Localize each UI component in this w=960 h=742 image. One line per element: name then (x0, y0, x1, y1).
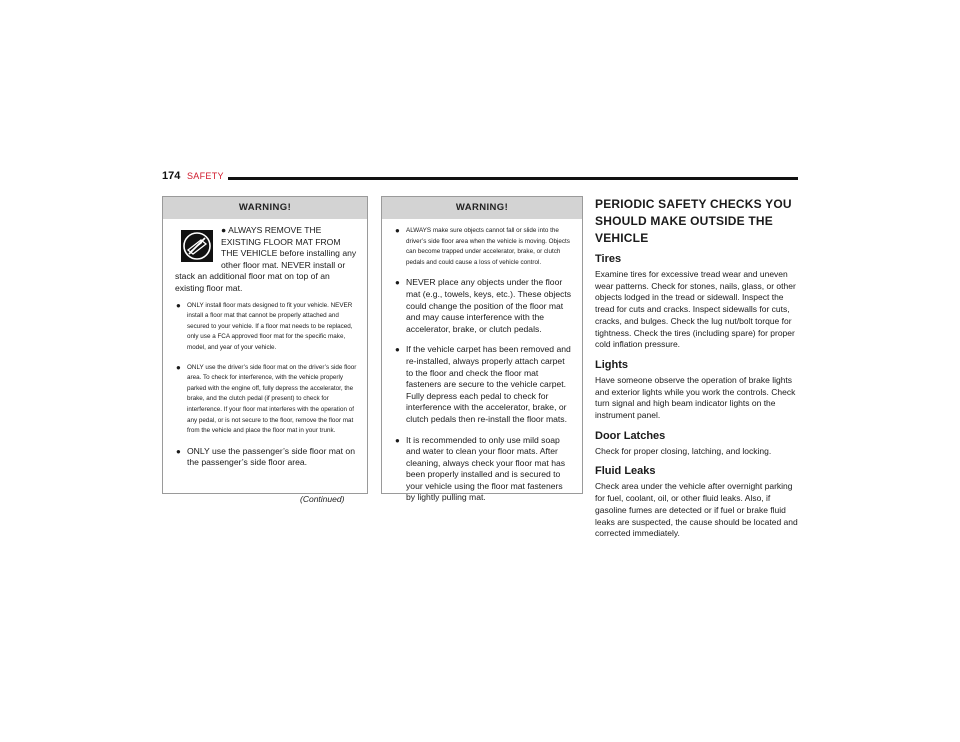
section-title: SAFETY (187, 171, 224, 181)
bullet-dot: ● (395, 345, 400, 355)
warning-title: WARNING! (382, 197, 582, 219)
warning-lead-text: ALWAYS REMOVE THE EXISTING FLOOR MAT FROM THE VEHICLE before installing any other floor mat. NEVER install or stack an additional floor mat on top of an existing floor mat. (175, 225, 357, 293)
continued-note: (Continued) (300, 494, 345, 504)
warning-title: WARNING! (163, 197, 367, 219)
bullet-dot: ● (395, 435, 400, 445)
bullet-dot: ● (176, 300, 181, 310)
header-rule (228, 177, 798, 180)
check-section-body: Examine tires for excessive tread wear and uneven wear patterns. Check for stones, nails, glass, or other objects lodged in the tread or sidewall. Inspect the tread for cuts and cracks. Inspect sidewalls for cuts, cracks, and bulges. Check the lug nut/bolt torque for tightness. Check the tires (including spare) for proper cold inflation pressure. (595, 269, 796, 350)
check-section-title: Lights (595, 358, 628, 371)
bullet-dot: ● (176, 446, 181, 456)
page-header (162, 170, 798, 186)
warning-box-left (162, 196, 368, 494)
check-section-body: Have someone observe the operation of brake lights and exterior lights while you work the controls. Check turn signal and high beam indicator lights on the instrument panel. (595, 374, 796, 421)
warning-list-item (175, 446, 357, 469)
warning-item-text: ONLY install floor mats designed to fit your vehicle. NEVER install a floor mat that cannot be properly attached and secured to your vehicle. If a floor mat needs to be replaced, only use a FCA approved floor mat for the specific make, model, and year of your vehicle. (187, 301, 353, 351)
warning-item-text: ONLY use the passenger’s side floor mat on the passenger’s side floor area. (187, 445, 355, 468)
warning-list-left (175, 301, 357, 469)
checks-sections (595, 253, 801, 540)
warning-item-text: ALWAYS make sure objects cannot fall or slide into the driver’s side floor area when the vehicle is moving. Objects can become trapped under accelerator, brake, or clutch pedals and could cause a loss of vehicle control. (406, 227, 570, 266)
warning-item-text: If the vehicle carpet has been removed and re-installed, always properly attach carpet to the floor and check the floor mat fasteners are secure to the vehicle carpet. Fully depress each pedal to check for interference with the accelerator, brake, or clutch pedals then re-install the floor mats. (406, 344, 571, 424)
floor-mat-warning-icon (181, 230, 213, 262)
warning-list-item (175, 363, 357, 437)
bullet-dot: ● (395, 226, 400, 235)
safety-checks-column (595, 196, 801, 548)
warning-list-item (394, 226, 572, 268)
bullet-dot: ● (176, 362, 181, 372)
page-number: 174 (162, 170, 181, 182)
warning-lead (175, 225, 357, 295)
warning-item-text: ONLY use the driver’s side floor mat on the driver’s side floor area. To check for interference, with the vehicle properly parked with the engine off, fully depress the accelerator, the brake, and the clutch pedal (if present) to check for interference. If your floor mat interferes with the operation of any pedal, or is not secure to the floor, remove the floor mat from the vehicle and place the floor mat in your trunk. (187, 363, 357, 435)
warning-list-right (394, 226, 572, 504)
check-section-title: Door Latches (595, 429, 666, 442)
check-section-body: Check for proper closing, latching, and locking. (595, 445, 772, 456)
warning-box-right (381, 196, 583, 503)
warning-list-item (394, 435, 572, 505)
check-section-title: Fluid Leaks (595, 465, 656, 478)
checks-heading: PERIODIC SAFETY CHECKS YOU SHOULD MAKE OUTSIDE THE VEHICLE (595, 197, 792, 245)
bullet-dot: ● (395, 278, 400, 288)
warning-list-item (175, 301, 357, 354)
bullet-dot: ● (221, 225, 229, 235)
warning-list-item (394, 277, 572, 335)
check-section-title: Tires (595, 253, 622, 265)
warning-item-text: It is recommended to only use mild soap and water to clean your floor mats. After cleaning, always check your floor mat has been properly installed and is secured to your vehicle using the floor mat fasteners by lightly pulling mat. (406, 434, 566, 503)
warning-item-text: NEVER place any objects under the floor mat (e.g., towels, keys, etc.). These objects could change the position of the floor mat and may cause interference with the accelerator, brake, or clutch pedals. (406, 277, 572, 334)
check-section-body: Check area under the vehicle after overnight parking for fuel, coolant, oil, or other fluid leaks. Also, if gasoline fumes are detected or if fuel or brake fluid leaks are suspected, the cause should be located and corrected immediately. (595, 481, 798, 539)
warning-list-item (394, 344, 572, 425)
